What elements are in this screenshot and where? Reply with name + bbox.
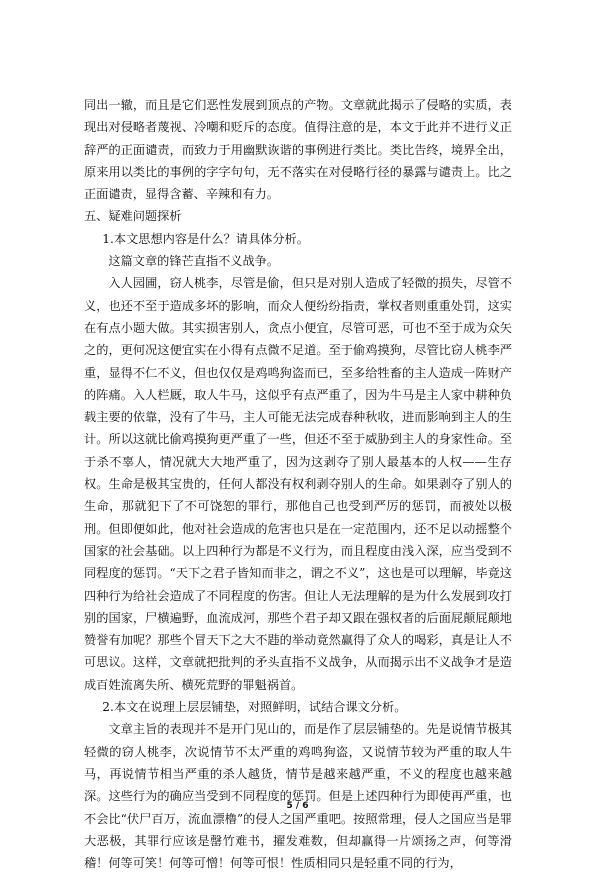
question-1: 1.本文思想内容是什么？请具体分析。	[102, 231, 309, 246]
page-number: 5 / 6	[286, 801, 309, 811]
section-heading: 五、疑难问题探析	[84, 209, 182, 224]
question-2: 2.本文在说理上层层铺垫，对照鲜明，试结合课文分析。	[102, 700, 407, 715]
answer-1-summary: 这篇文章的锋芒直指不义战争。	[108, 254, 280, 269]
paragraph-continuation: 同出一辙，而且是它们恶性发展到顶点的产物。文章就此揭示了侵略的实质，表现出对侵略者蔑视、冷嘲和贬斥的态度。值得注意的是，本文于此并不进行义正辞严的正面谴责，而致力于用幽默诙谐的事例进行类比。类比告终，境界全出，原来用以类比的事例的字字句句，无不落实在对侵略行径的暴露与谴责上。比之正面谴责，显得含蓄、辛辣和有力。	[84, 98, 512, 202]
answer-2-analysis: 文章主旨的表现并不是开门见山的，而是作了层层铺垫的。先是说情节极其轻微的窃人桃李，次说情节不太严重的鸡鸣狗盗，又说情节较为严重的取人牛马，再说情节相当严重的杀人越货，情节是越来越严重，不义的程度也越来越深。这些行为的确应当受到不同程度的惩罚。但是上述四种行为即使再严重，也不会比“伏尸百万，流血漂橹”的侵人之国严重吧。按照常理，侵人之国应当是罪大恶极，其罪行应该是罄竹难书，擢发难数，但却赢得一片颂扬之声，何等滑稽！何等可笑！何等可憎！何等可恨！性质相同只是轻重不同的行为，	[84, 722, 512, 871]
answer-1-analysis: 入人园圃，窃人桃李，尽管是偷，但只是对别人造成了轻微的损失，尽管不义，也还不至于造成多坏的影响，而众人便纷纷指责，掌权者则重重处罚，这实在有点小题大做。其实损害别人，贪点小便宜，尽管可恶，可也不至于成为众矢之的，更何况这便宜实在小得有点微不足道。至于偷鸡摸狗，尽管比窃人桃李严重，显得不仁不义，但也仅仅是鸡鸣狗盗而已，至多给牲畜的主人造成一阵财产的阵痛。入人栏厩，取人牛马，这似乎有点严重了，因为牛马是主人家中耕种负载主要的依靠，没有了牛马，主人可能无法完成春种秋收，进而影响到主人的生计。所以这就比偷鸡摸狗更严重了一些，但还不至于威胁到主人的身家性命。至于杀不辜人，情况就大大地严重了，因为这剥夺了别人最基本的人权——生存权。生命是极其宝贵的，任何人都没有权利剥夺别人的生命。如果剥夺了别人的生命，那就犯下了不可饶恕的罪行，那他自己也受到严厉的惩罚，而被处以极刑。但即便如此，他对社会造成的危害也只是在一定范围内，还不足以动摇整个国家的社会基础。以上四种行为都是不义行为，而且程度由浅入深，应当受到不同程度的惩罚。“天下之君子皆知而非之，谓之不义”，这也是可以理解，毕竟这四种行为给社会造成了不同程度的伤害。但让人无法理解的是为什么发展到攻打别的国家，尸横遍野，血流成河，那些个君子却又跟在强权者的后面屁颠屁颠地赞誉有加呢？那些个冒天下之大不韪的举动竟然赢得了众人的喝彩，真是让人不可思议。这样，文章就把批判的矛头直指不义战争，从而揭示出不义战争才是造成百姓流离失所、横死荒野的罪魁祸首。	[84, 276, 512, 692]
document-body	[84, 94, 512, 874]
